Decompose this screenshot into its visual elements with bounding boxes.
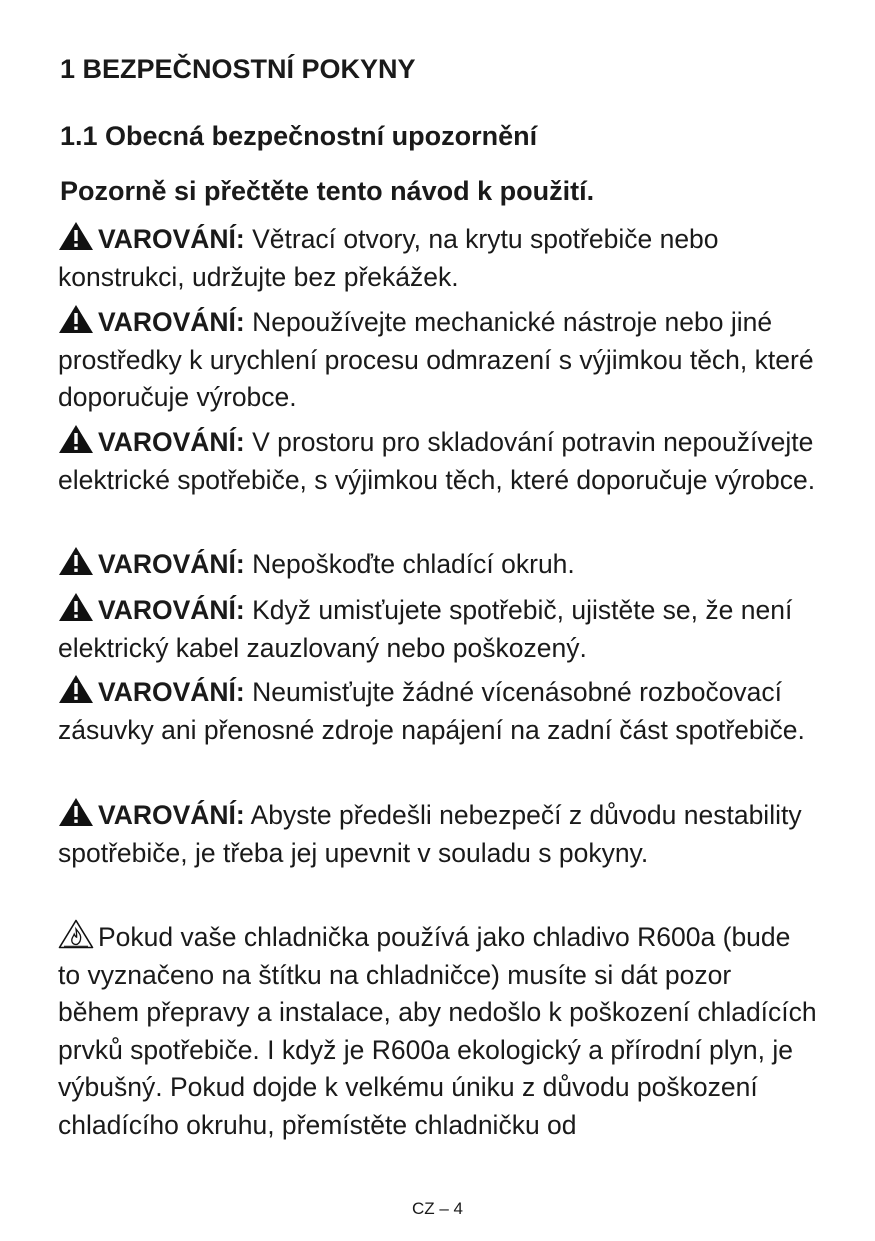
warning-text: Když umisťujete spotřebič, ujistěte se, že není elektrický kabel zauzlovaný nebo poškozený. bbox=[58, 595, 793, 663]
warning-label: VAROVÁNÍ: bbox=[98, 549, 245, 579]
warning-text: Nepoškoďte chladící okruh. bbox=[244, 549, 575, 579]
warning-text: V prostoru pro skladování potravin nepoužívejte elektrické spotřebiče, s výjimkou těch, které doporučuje výrobce. bbox=[58, 427, 816, 495]
warning-label: VAROVÁNÍ: bbox=[98, 595, 245, 625]
warning-triangle-icon bbox=[58, 424, 94, 454]
warning-item bbox=[58, 304, 818, 417]
flammable-paragraph bbox=[58, 919, 818, 1144]
warning-triangle-icon bbox=[58, 674, 94, 704]
warning-label: VAROVÁNÍ: bbox=[98, 307, 245, 337]
warning-item bbox=[58, 546, 818, 584]
warning-triangle-icon bbox=[58, 546, 94, 576]
section-title: 1 BEZPEČNOSTNÍ POKYNY bbox=[60, 54, 416, 84]
warning-item bbox=[58, 221, 818, 296]
warning-triangle-icon bbox=[58, 304, 94, 334]
intro-text: Pozorně si přečtěte tento návod k použití. bbox=[60, 176, 595, 206]
warning-triangle-icon bbox=[58, 592, 94, 622]
warning-label: VAROVÁNÍ: bbox=[98, 427, 245, 457]
warning-item bbox=[58, 592, 818, 667]
warning-label: VAROVÁNÍ: bbox=[98, 677, 245, 707]
warning-label: VAROVÁNÍ: bbox=[98, 224, 245, 254]
warning-triangle-icon bbox=[58, 797, 94, 827]
flammable-warning-icon bbox=[58, 919, 94, 949]
warning-text: Nepoužívejte mechanické nástroje nebo jiné prostředky k urychlení procesu odmrazení s výjimkou těch, které doporučuje výrobce. bbox=[58, 307, 814, 412]
warning-label: VAROVÁNÍ: bbox=[98, 800, 245, 830]
page-number: CZ – 4 bbox=[411, 1199, 464, 1218]
warning-text: Neumisťujte žádné vícenásobné rozbočovací zásuvky ani přenosné zdroje napájení na zadní část spotřebiče. bbox=[58, 677, 805, 745]
subsection-title: 1.1 Obecná bezpečnostní upozornění bbox=[60, 121, 538, 151]
warning-item bbox=[58, 674, 818, 749]
warning-triangle-icon bbox=[58, 221, 94, 251]
warning-text: Větrací otvory, na krytu spotřebiče nebo konstrukci, udržujte bez překážek. bbox=[58, 224, 719, 292]
warning-item bbox=[58, 424, 818, 499]
warning-item bbox=[58, 797, 818, 872]
warning-text: Abyste předešli nebezpečí z důvodu nestability spotřebiče, je třeba jej upevnit v souladu s pokyny. bbox=[58, 800, 802, 868]
flammable-text: Pokud vaše chladnička používá jako chladivo R600a (bude to vyznačeno na štítku na chladničce) musíte si dát pozor během přepravy a instalace, aby nedošlo k poškození chladících prvků spotřebiče. I když je R600a ekologický a přírodní plyn, je výbušný. Pokud dojde k velkému úniku z důvodu poškození chladícího okruhu, přemístěte chladničku od bbox=[58, 922, 817, 1140]
